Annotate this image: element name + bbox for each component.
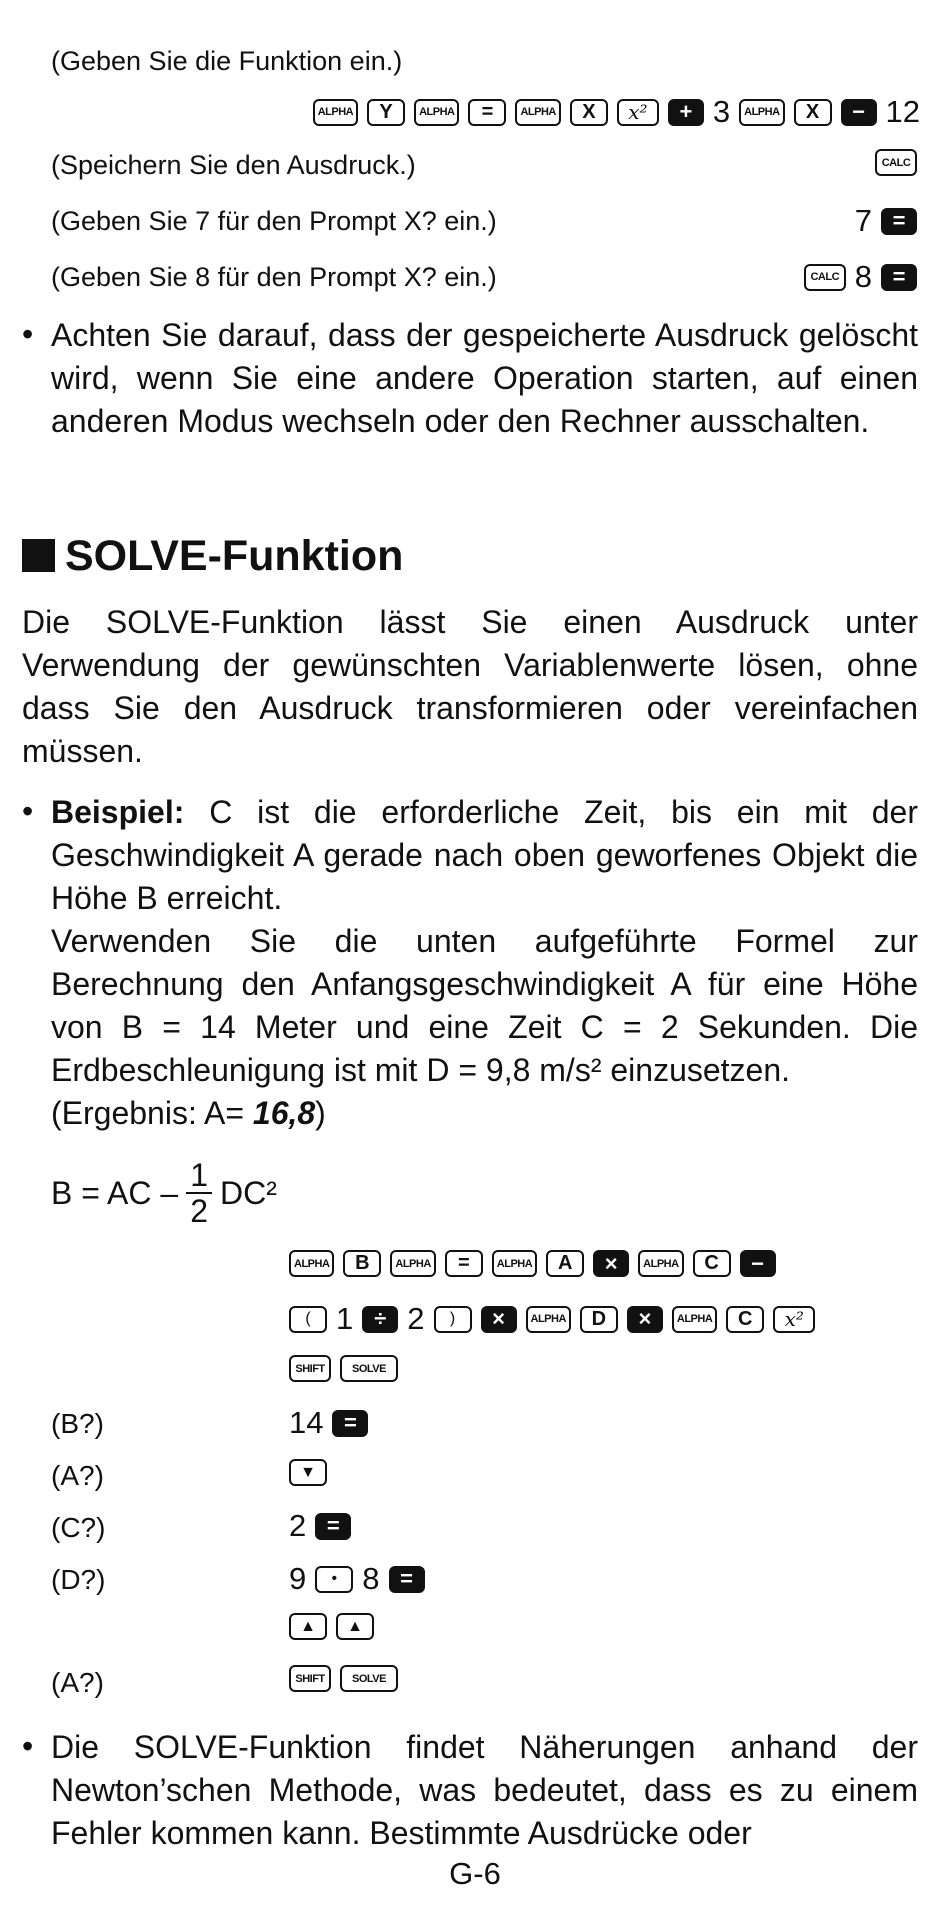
equals-key: =	[445, 1250, 483, 1277]
equals-key: =	[468, 99, 506, 126]
bullet-icon: •	[22, 793, 34, 829]
calc-key: CALC	[875, 149, 917, 176]
times-key: ×	[481, 1306, 517, 1333]
formula-right: DC²	[219, 1174, 277, 1211]
alpha-key: ALPHA	[313, 99, 358, 126]
minus-key: −	[841, 99, 877, 126]
calc-key: CALC	[804, 264, 846, 291]
left-paren-key: (	[289, 1306, 327, 1333]
enter-8-keys	[804, 259, 917, 295]
fraction	[186, 1158, 212, 1228]
solve-keys-line-2	[289, 1301, 815, 1337]
solve-keys-line-1	[289, 1250, 776, 1277]
alpha-key: ALPHA	[414, 99, 459, 126]
prompt-a: (A?)	[51, 1460, 104, 1491]
c-key: C	[693, 1250, 731, 1277]
store-key-row	[875, 149, 917, 176]
prompt-d-keys	[289, 1561, 425, 1597]
alpha-key: ALPHA	[515, 99, 560, 126]
divide-key: ÷	[362, 1306, 398, 1333]
b-key: B	[343, 1250, 381, 1277]
solve-key: SOLVE	[340, 1355, 398, 1382]
alpha-key: ALPHA	[526, 1306, 571, 1333]
c-key: C	[726, 1306, 764, 1333]
formula-left: B = AC –	[51, 1174, 179, 1211]
enter-7-keys	[855, 203, 917, 239]
function-key-sequence	[313, 94, 920, 130]
number-14: 14	[289, 1405, 324, 1440]
bullet-icon: •	[22, 316, 34, 352]
prompt-b-keys	[289, 1405, 368, 1441]
x-squared-key: x²	[617, 99, 659, 126]
digit-7: 7	[854, 203, 872, 238]
prompt-a-keys	[289, 1459, 327, 1486]
alpha-key: ALPHA	[672, 1306, 717, 1333]
section-title	[22, 532, 403, 581]
down-arrow-key: ▼	[289, 1459, 327, 1486]
decimal-point-key: •	[315, 1566, 353, 1593]
solve-keys-line-3	[289, 1355, 398, 1382]
final-solve-keys	[289, 1665, 398, 1692]
digit-2: 2	[289, 1508, 307, 1543]
closing-paragraph: Die SOLVE-Funktion findet Näherungen anhand der Newton’schen Methode, was bedeutet, dass es zu einem Fehler kommen kann. Bestimmte Ausdrücke oder	[51, 1729, 918, 1851]
x-key: X	[570, 99, 608, 126]
up-arrow-keys	[289, 1613, 374, 1640]
digit-2: 2	[407, 1301, 425, 1336]
digit-8: 8	[854, 259, 872, 294]
result-prefix: (Ergebnis: A=	[51, 1095, 253, 1131]
result-line	[51, 1092, 326, 1135]
example-label: Beispiel:	[51, 794, 185, 830]
x-key: X	[794, 99, 832, 126]
exe-key: =	[389, 1566, 425, 1593]
prompt-d: (D?)	[51, 1564, 106, 1595]
example-paragraph-2: Verwenden Sie die unten aufgeführte Formel zur Berechnung den Anfangsgeschwindigkeit A für eine Höhe von B = 14 Meter und eine Zeit C = 2 Sekunden. Die Erdbeschleunigung ist mit D = 9,8 m/s² einzusetzen.	[51, 923, 918, 1088]
prompt-a-final: (A?)	[51, 1667, 104, 1698]
number-12: 12	[885, 94, 920, 129]
alpha-key: ALPHA	[638, 1250, 683, 1277]
result-suffix: )	[315, 1095, 326, 1131]
digit-8: 8	[362, 1561, 380, 1596]
alpha-key: ALPHA	[492, 1250, 537, 1277]
a-key: A	[546, 1250, 584, 1277]
digit-1: 1	[336, 1301, 354, 1336]
alpha-key: ALPHA	[390, 1250, 435, 1277]
example-paragraph	[51, 791, 918, 920]
result-value: 16,8	[252, 1095, 316, 1131]
right-paren-key: )	[434, 1306, 472, 1333]
fraction-numerator: 1	[190, 1157, 208, 1193]
exe-key: =	[881, 264, 917, 291]
exe-key: =	[332, 1410, 368, 1437]
fraction-denominator: 2	[186, 1192, 212, 1228]
exe-key: =	[881, 208, 917, 235]
solve-key: SOLVE	[340, 1665, 398, 1692]
up-arrow-key: ▲	[289, 1613, 327, 1640]
x-squared-key: x²	[773, 1306, 815, 1333]
page-number: G-6	[449, 1856, 501, 1891]
bullet-icon: •	[22, 1728, 34, 1764]
d-key: D	[580, 1306, 618, 1333]
section-title-text: SOLVE-Funktion	[65, 532, 404, 580]
intro-paragraph: Die SOLVE-Funktion lässt Sie einen Ausdruck unter Verwendung der gewünschten Variablenwerte lösen, ohne dass Sie den Ausdruck transformieren oder vereinfachen müssen.	[22, 604, 918, 769]
y-key: Y	[367, 99, 405, 126]
formula	[51, 1158, 277, 1228]
times-key: ×	[593, 1250, 629, 1277]
instruction-enter-7: (Geben Sie 7 für den Prompt X? ein.)	[51, 206, 497, 236]
shift-key: SHIFT	[289, 1665, 331, 1692]
up-arrow-key: ▲	[336, 1613, 374, 1640]
note-paragraph: Achten Sie darauf, dass der gespeicherte Ausdruck gelöscht wird, wenn Sie eine andere Operation starten, auf einen anderen Modus wechseln oder den Rechner ausschalten.	[51, 317, 918, 439]
alpha-key: ALPHA	[739, 99, 784, 126]
digit-3: 3	[712, 94, 731, 129]
alpha-key: ALPHA	[289, 1250, 334, 1277]
plus-key: +	[668, 99, 704, 126]
times-key: ×	[627, 1306, 663, 1333]
instruction-enter-8: (Geben Sie 8 für den Prompt X? ein.)	[51, 262, 497, 292]
example-text: C ist die erforderliche Zeit, bis ein mit der Geschwindigkeit A gerade nach oben geworfenes Objekt die Höhe B erreicht.	[51, 794, 919, 916]
exe-key: =	[315, 1513, 351, 1540]
digit-9: 9	[289, 1561, 307, 1596]
minus-key: −	[740, 1250, 776, 1277]
prompt-c: (C?)	[51, 1512, 106, 1543]
square-bullet-icon	[22, 539, 55, 572]
prompt-c-keys	[289, 1508, 351, 1544]
shift-key: SHIFT	[289, 1355, 331, 1382]
prompt-b: (B?)	[51, 1408, 104, 1439]
instruction-enter-function: (Geben Sie die Funktion ein.)	[51, 46, 403, 76]
instruction-store-expression: (Speichern Sie den Ausdruck.)	[51, 150, 416, 180]
